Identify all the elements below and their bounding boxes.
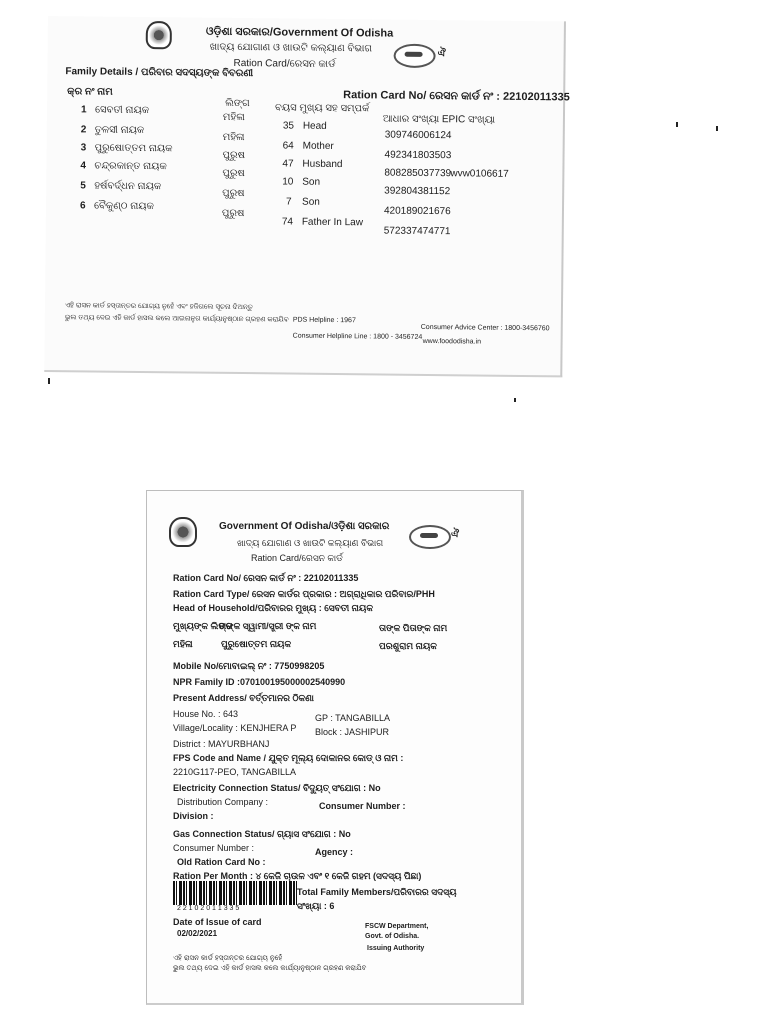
- issuing-govt: Govt. of Odisha.: [365, 933, 420, 940]
- logo-mark-icon: ঐ: [451, 529, 460, 540]
- member-sl: 5: [80, 180, 86, 192]
- division: Division :: [173, 811, 214, 821]
- member-aadhaar: 392804381152: [384, 185, 451, 198]
- member-name: ହର୍ଷବର୍ଦ୍ଧନ ନାୟକ: [94, 180, 162, 193]
- member-age: 47: [282, 158, 294, 170]
- col-age-relation: ବୟସ ମୁଖ୍ୟ ସହ ସମ୍ପର୍କ: [274, 102, 370, 115]
- member-gender: ପୁରୁଷ: [222, 167, 245, 180]
- back-header-department: ଖାଦ୍ୟ ଯୋଗାଣ ଓ ଖାଉଟି କଲ୍ୟାଣ ବିଭାଗ: [209, 41, 373, 55]
- col-aadhaar-epic: ଆଧାର ସଂଖ୍ୟା EPIC ସଂଖ୍ୟା: [382, 113, 496, 126]
- back-footer-note-1: ଏହି ରାସନ କାର୍ଡ ହସ୍ତାନ୍ତର ଯୋଗ୍ୟ ନୁହେଁ ଏବଂ ହଜିଗଲେ ସୂଚନା ଦିଅନ୍ତୁ: [64, 302, 253, 312]
- ration-card-back: [44, 16, 570, 377]
- npr-family-id: NPR Family ID :070100195000002540990: [173, 677, 346, 687]
- scan-speck: [48, 378, 50, 384]
- gram-panchayat: GP : TANGABILLA: [315, 713, 391, 723]
- fps-code-value: 2210G117-PEO, TANGABILLA: [173, 767, 297, 777]
- front-ration-card-no: Ration Card No/ ରେସନ କାର୍ଡ ନଂ : 22102011335: [173, 573, 359, 583]
- total-family-members-label: Total Family Members/ପରିବାରର ସଦସ୍ୟ: [297, 887, 457, 897]
- front-bottom-note-1: ଏହି ରାସନ କାର୍ଡ ହସ୍ତାନ୍ତର ଯୋଗ୍ୟ ନୁହେଁ: [173, 955, 283, 962]
- district: District : MAYURBHANJ: [173, 739, 270, 749]
- logo-mark-icon: ঐ: [437, 48, 446, 60]
- member-aadhaar: 572337474771: [383, 225, 451, 238]
- member-name: ଚନ୍ଦ୍ରକାନ୍ତ ନାୟକ: [94, 160, 167, 173]
- member-sl: 3: [80, 142, 87, 154]
- fps-code-label: FPS Code and Name / ଯୁକ୍ତ ମୂଲ୍ୟ ଦୋକାନର କୋଡ୍ ଓ ନାମ :: [173, 753, 404, 763]
- ration-card-front: [146, 490, 524, 1005]
- member-aadhaar: 420189021676: [383, 205, 451, 218]
- total-family-members-count: ସଂଖ୍ୟା : 6: [297, 901, 335, 911]
- member-relation: Father In Law: [301, 216, 364, 229]
- food-odisha-website: www.foododisha.in: [422, 337, 482, 346]
- gas-agency: Agency :: [315, 847, 354, 857]
- member-age: 74: [281, 216, 294, 228]
- electricity-status: Electricity Connection Status/ ବିଦ୍ୟୁତ୍ ସଂଯୋଗ : No: [173, 783, 381, 793]
- father-label: ତାଙ୍କ ପିତାଙ୍କ ନାମ: [379, 623, 448, 633]
- scan-speck: [716, 126, 718, 131]
- house-number: House No. : 643: [173, 709, 239, 719]
- village-locality: Village/Locality : KENJHERA P: [173, 723, 297, 733]
- member-gender: ପୁରୁଷ: [222, 149, 246, 162]
- spouse-value: ପୁରୁଷୋତ୍ତମ ନାୟକ: [221, 639, 292, 649]
- front-header-department: ଖାଦ୍ୟ ଯୋଗାଣ ଓ ଖାଉଟି କଲ୍ୟାଣ ବିଭାଗ: [237, 538, 384, 548]
- odisha-emblem-icon: [146, 21, 172, 49]
- back-ration-card-no: Ration Card No/ ରେସନ କାର୍ଡ ନଂ : 22102011335: [343, 89, 570, 104]
- member-relation: Son: [302, 196, 320, 208]
- back-header-card-title: Ration Card/ରେସନ କାର୍ଡ: [233, 57, 336, 71]
- member-name: ତୁଳସୀ ନାୟକ: [94, 124, 145, 137]
- present-address-label: Present Address/ ବର୍ତ୍ତମାନର ଠିକଣା: [173, 693, 314, 703]
- member-name: ବୈକୁଣ୍ଠ ନାୟକ: [93, 200, 154, 213]
- consumer-helpline: Consumer Helpline Line : 1800 - 3456724: [292, 332, 423, 341]
- member-sl: 6: [79, 200, 86, 212]
- gas-consumer-number: Consumer Number :: [173, 843, 255, 853]
- member-age: 64: [282, 140, 294, 152]
- gas-connection-status: Gas Connection Status/ ଗ୍ୟାସ ସଂଯୋଗ : No: [173, 829, 351, 839]
- col-sl-name: କ୍ର ନଂ ନାମ: [67, 86, 113, 98]
- gender-value: ମହିଳା: [173, 639, 193, 649]
- electricity-consumer-number: Consumer Number :: [319, 801, 406, 811]
- front-header-card-title: Ration Card/ରେସନ କାର୍ଡ: [251, 553, 343, 563]
- mobile-number: Mobile No/ମୋବାଇଲ୍ ନଂ : 7750998205: [173, 661, 325, 671]
- spouse-label: ତାଙ୍କ ସ୍ୱାମୀ/ସ୍ତ୍ରୀ ଙ୍କ ନାମ: [219, 621, 317, 631]
- food-supplies-logo-icon: [393, 44, 435, 68]
- date-of-issue-label: Date of Issue of card: [173, 917, 262, 927]
- member-sl: 4: [80, 160, 87, 172]
- member-sl: 2: [80, 124, 87, 136]
- member-gender: ମହିଳା: [222, 111, 245, 124]
- food-supplies-logo-icon: [409, 525, 451, 549]
- member-epic: wvw0106617: [450, 168, 509, 180]
- member-relation: Husband: [302, 158, 343, 171]
- member-relation: Son: [302, 176, 321, 188]
- family-details-label: Family Details / ପରିବାର ସଦସ୍ୟଙ୍କ ବିବରଣୀ: [65, 66, 254, 80]
- old-ration-card-no: Old Ration Card No :: [177, 857, 266, 867]
- father-value: ପରଶୁରାମ ନାୟକ: [379, 641, 437, 651]
- member-relation: Mother: [302, 140, 334, 152]
- issuing-authority: Issuing Authority: [367, 945, 425, 952]
- member-gender: ମହିଳା: [222, 131, 245, 144]
- ration-per-month: Ration Per Month : ୪ କେଜି ଚାଉଳ ଏବଂ ୧ କେଜି ଗହମ (ସଦସ୍ୟ ପିଛା): [173, 871, 422, 881]
- col-gender: ଲିଙ୍ଗ: [225, 97, 250, 110]
- distribution-company: Distribution Company :: [177, 797, 269, 807]
- head-of-household: Head of Household/ପରିବାରର ମୁଖ୍ୟ : ସେବତୀ ନାୟକ: [173, 603, 373, 613]
- member-gender: ପୁରୁଷ: [221, 207, 245, 220]
- date-of-issue: 02/02/2021: [177, 929, 218, 938]
- scan-speck: [514, 398, 516, 402]
- member-age: 35: [282, 120, 295, 132]
- back-footer-note-2: ଭୁଲ ତଥ୍ୟ ଦେଇ ଏହି କାର୍ଡ ହାସଲ କଲେ ଆଇନାନୁଗ କାର୍ଯ୍ୟାନୁଷ୍ଠାନ ଗ୍ରହଣ କରାଯିବ: [64, 314, 289, 324]
- front-bottom-note-2: ଭୁଲ ତଥ୍ୟ ଦେଇ ଏହି କାର୍ଡ ହାସଲ କଲେ କାର୍ଯ୍ୟାନୁଷ୍ଠାନ ଗ୍ରହଣ କରାଯିବ: [173, 965, 367, 972]
- member-gender: ପୁରୁଷ: [222, 187, 245, 200]
- pds-helpline: PDS Helpline : 1967: [292, 316, 356, 325]
- member-age: 7: [286, 196, 292, 208]
- block: Block : JASHIPUR: [315, 727, 390, 737]
- ration-card-type: Ration Card Type/ ରେସନ କାର୍ଡର ପ୍ରକାର : ଅଗ୍ରାଧିକାର ପରିବାର/PHH: [173, 589, 435, 599]
- gender-label: ମୁଖ୍ୟଙ୍କ ଲିଙ୍ଗ: [173, 621, 233, 631]
- scan-speck: [676, 122, 678, 127]
- issuing-dept: FSCW Department,: [365, 923, 429, 930]
- member-name: ସେବତୀ ନାୟକ: [94, 104, 150, 117]
- member-relation: Head: [302, 120, 327, 132]
- member-age: 10: [282, 176, 294, 188]
- odisha-emblem-icon: [169, 517, 197, 547]
- consumer-advice-center: Consumer Advice Center : 1800-3456760: [420, 323, 550, 333]
- member-aadhaar: 309746006124: [384, 129, 452, 142]
- member-sl: 1: [80, 104, 87, 116]
- member-aadhaar: 492341803503: [384, 149, 452, 162]
- barcode-number: 2 2 1 0 2 0 1 1 3 3 5: [177, 905, 240, 912]
- back-header-title: ଓଡ଼ିଶା ସରକାର/Government Of Odisha: [205, 25, 394, 40]
- barcode: [173, 881, 297, 905]
- member-name: ପୁରୁଷୋତ୍ତମ ନାୟକ: [94, 142, 173, 155]
- member-aadhaar: 808285037739: [384, 167, 452, 180]
- front-header-title: Government Of Odisha/ଓଡ଼ିଶା ସରକାର: [219, 521, 390, 532]
